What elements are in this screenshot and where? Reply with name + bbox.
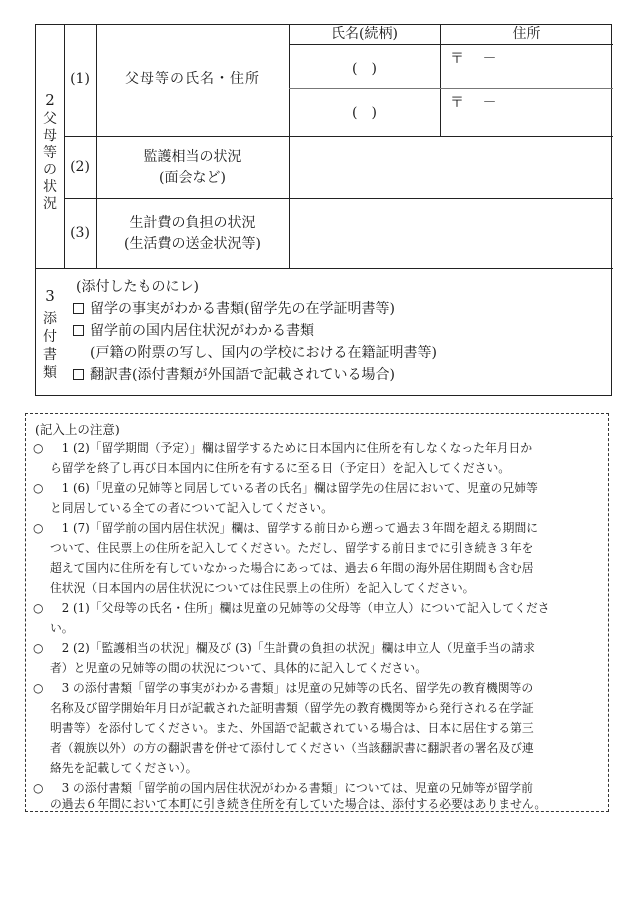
note-line: 2 (2)「監護相当の状況」欄及び (3)「生計費の負担の状況」欄は申立人（児童手当の請求 (50, 641, 535, 655)
note-line: 者（親族以外）の方の翻訳書を併せて添付してください（当該翻訳書に翻訳者の署名及び連 (50, 741, 534, 755)
attachment-item-study-proof[interactable] (73, 301, 395, 318)
note-bullet: ○ (33, 521, 44, 535)
row1-split (289, 88, 613, 89)
note-bullet: ○ (33, 781, 44, 795)
note-bullet: ○ (33, 481, 44, 495)
custody-status-sublabel: (面会など) (159, 170, 226, 186)
custody-status-label: 監護相当の状況 (143, 149, 242, 165)
header-underline (289, 44, 613, 45)
checkbox-study-proof[interactable] (73, 303, 84, 314)
filling-notes-box (25, 413, 609, 812)
relation-field-1[interactable]: ( ) (352, 61, 377, 77)
row1-number: (1) (70, 71, 90, 87)
note-line: い。 (50, 621, 74, 635)
attachment-item-label: 留学の事実がわかる書類(留学先の在学証明書等) (90, 301, 395, 317)
attachment-instruction: (添付したものにレ) (76, 279, 199, 295)
note-line: 絡先を記載してください）。 (50, 761, 198, 775)
attachment-item-label: 翻訳書(添付書類が外国語で記載されている場合) (90, 367, 395, 383)
section3-title: 添 付 書 類 (43, 311, 57, 381)
attachment-item-translation[interactable] (73, 367, 395, 384)
row2-bottom (64, 198, 613, 199)
row2-number: (2) (70, 159, 90, 175)
note-line: 2 (1)「父母等の氏名・住所」欄は児童の兄姉等の父母等（申立人）について記入してくださ (50, 601, 550, 615)
attachment-item-sub-note: (戸籍の附票の写し、国内の学校における在籍証明書等) (90, 345, 437, 361)
parent-status-form (35, 24, 612, 396)
note-line: 3 の添付書類「留学の事実がわかる書類」は児童の兄姉等の氏名、留学先の教育機関等の (50, 681, 534, 695)
living-expense-label: 生計費の負担の状況 (129, 215, 256, 231)
relation-field-2[interactable]: ( ) (352, 105, 377, 121)
note-line: と同居している全ての者について記入してください。 (50, 501, 333, 515)
note-line: ついて、住民票上の住所を記入してください。ただし、留学する前日までに引き続き３年を (50, 541, 534, 555)
note-line: 名称及び留学開始年月日が記載された証明書類（留学先の教育機関等から発行される在学証 (50, 701, 534, 715)
section2-number: 2 (45, 91, 55, 109)
note-line: 者）と児童の兄姉等の間の状況について、具体的に記入してください。 (50, 661, 428, 675)
section2-bottom (36, 268, 613, 269)
checkbox-domestic-residence[interactable] (73, 325, 84, 336)
note-line: 明書等）を添付してください。また、外国語で記載されている場合は、日本に居住する第三 (50, 721, 534, 735)
section2-title: 父 母 等 の 状 況 (43, 111, 57, 212)
note-line: 3 の添付書類「留学前の国内居住状況がわかる書類」については、児童の兄姉等が留学前 (50, 781, 533, 795)
section3-number: 3 (45, 287, 55, 305)
parent-name-address-label: 父母等の氏名・住所 (125, 71, 260, 87)
note-bullet: ○ (33, 441, 44, 455)
note-line: 住状況（日本国内の居住状況については住民票上の住所）を記入してください。 (50, 581, 475, 595)
column-header-name: 氏名(続柄) (331, 26, 398, 42)
checkbox-translation[interactable] (73, 369, 84, 380)
note-line: 1 (7)「留学前の国内居住状況」欄は、留学する前日から遡って過去３年間を超える期間に (50, 521, 539, 535)
note-line: 1 (6)「児童の兄姉等と同居している者の氏名」欄は留学先の住居において、児童の兄姉等 (50, 481, 538, 495)
attachment-item-domestic-residence[interactable] (73, 323, 314, 340)
postal-field-2[interactable]: 〒 － (450, 95, 497, 111)
attachment-item-label: 留学前の国内居住状況がわかる書類 (90, 323, 314, 339)
row3-number: (3) (70, 225, 90, 241)
note-bullet: ○ (33, 641, 44, 655)
note-line: 超えて国内に住所を有していなかった場合にあっては、過去６年間の海外居住期間も含む居 (50, 561, 534, 575)
note-bullet: ○ (33, 681, 44, 695)
note-bullet: ○ (33, 601, 44, 615)
notes-title: (記入上の注意) (35, 422, 120, 437)
postal-field-1[interactable]: 〒 － (450, 51, 497, 67)
column-header-address: 住所 (512, 26, 541, 42)
note-line: 1 (2)「留学期間（予定）」欄は留学するために日本国内に住所を有しなくなった年月日か (50, 441, 533, 455)
living-expense-sublabel: (生活費の送金状況等) (124, 236, 261, 252)
note-line: の過去６年間において本町に引き続き住所を有していた場合は、添付する必要はありません。 (50, 797, 547, 811)
note-line: ら留学を終了し再び日本国内に住所を有するに至る日（予定日）を記入してください。 (50, 461, 511, 475)
row1-bottom (64, 136, 613, 137)
